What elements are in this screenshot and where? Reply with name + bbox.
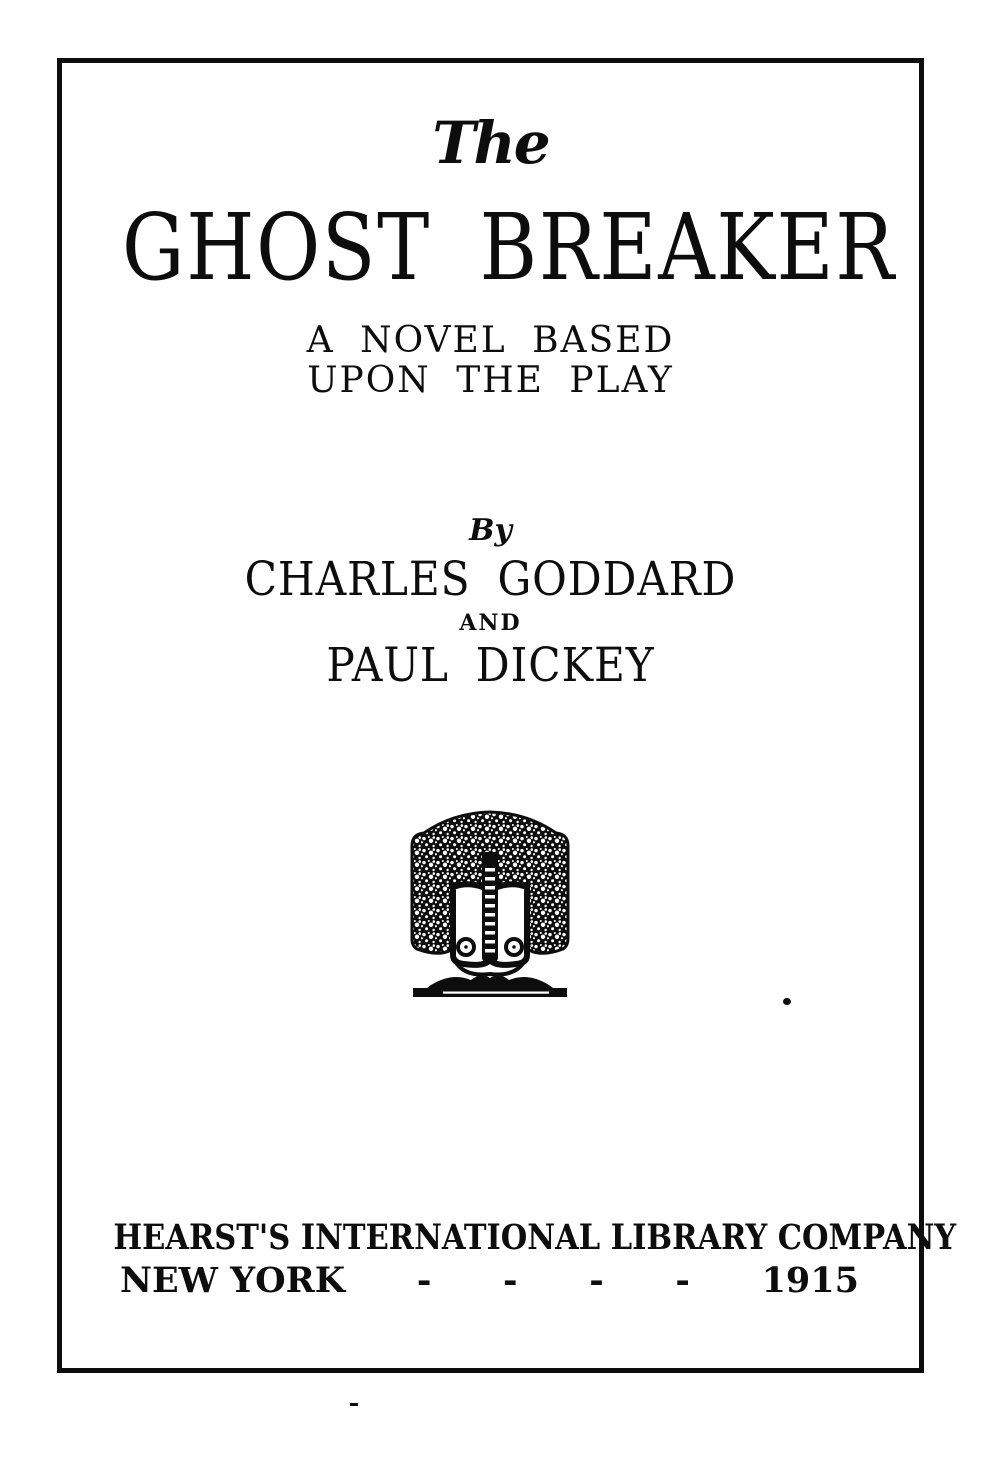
author-charles-goddard: CHARLES GODDARD [244,552,737,607]
subtitle-line-2: UPON THE PLAY [307,360,674,401]
imprint-line [120,1262,859,1301]
book-subtitle [57,321,924,401]
ink-speck [350,1403,358,1406]
series-word-the: The [432,109,549,177]
subtitle-line-1: A NOVEL BASED [306,320,675,361]
tree-over-open-book-icon [407,800,573,998]
imprint-city: NEW YORK [120,1260,346,1301]
imprint-dash: - [675,1260,690,1301]
and-label: AND [459,610,522,636]
imprint-dash: - [503,1260,518,1301]
publisher-name: HEARST'S INTERNATIONAL LIBRARY COMPANY [113,1217,957,1258]
ink-speck [783,998,791,1005]
imprint-dash: - [589,1260,604,1301]
author-paul-dickey: PAUL DICKEY [326,638,655,693]
imprint-dash: - [416,1260,432,1301]
by-label: By [469,513,512,548]
book-title: GHOST BREAKER [122,194,896,301]
imprint-year: 1915 [761,1260,859,1301]
